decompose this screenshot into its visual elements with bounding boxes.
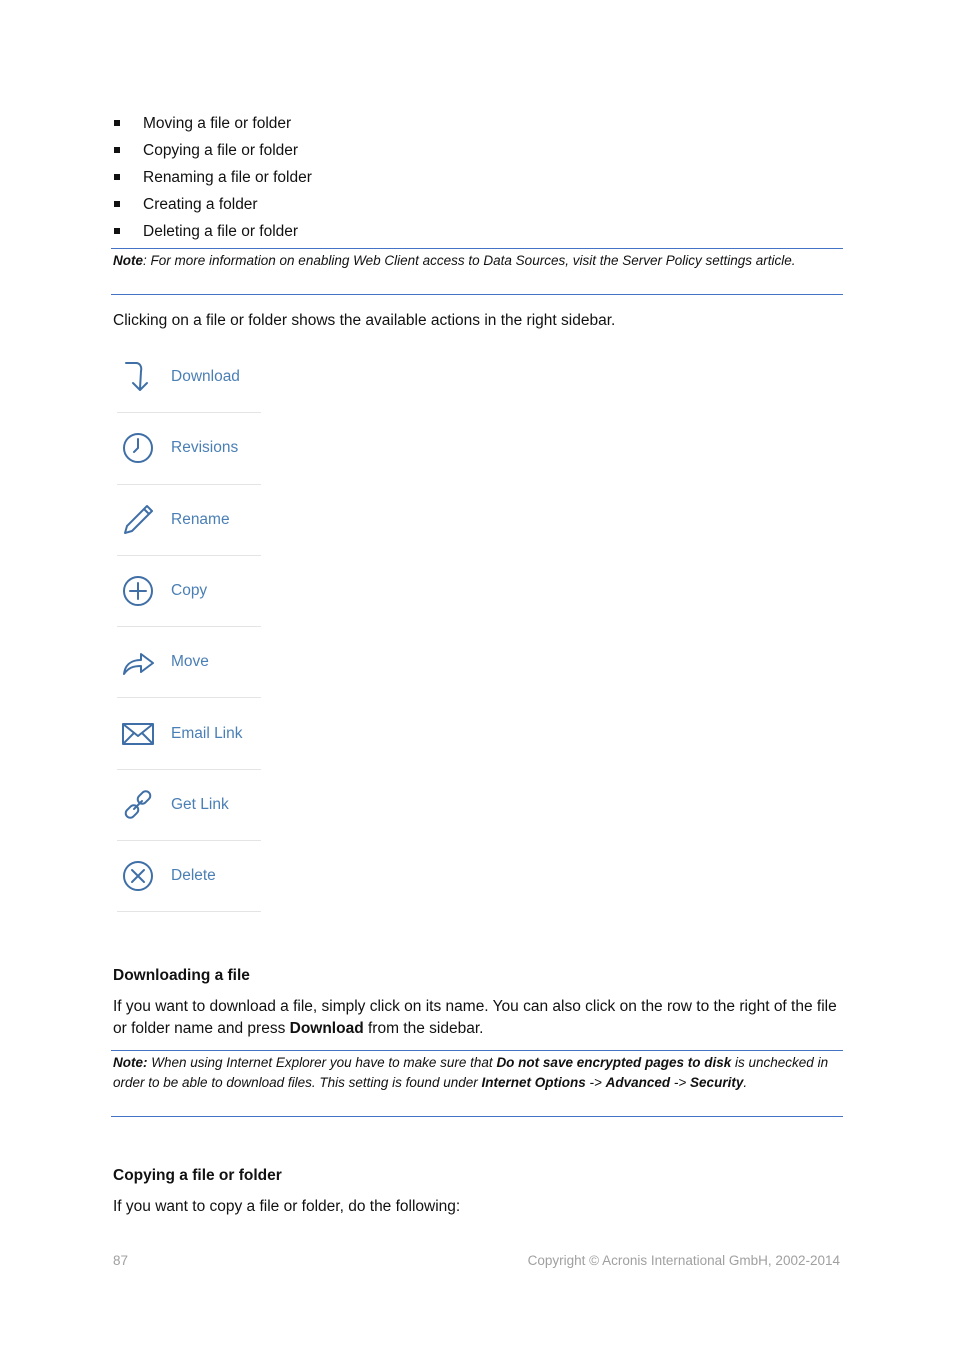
action-email-link[interactable] xyxy=(117,698,261,769)
action-label: Copy xyxy=(171,582,208,600)
action-label: Email Link xyxy=(171,724,243,742)
bullet-square-icon xyxy=(114,174,120,180)
note-text: : For more information on enabling Web Client access to Data Sources, visit the Server Policy settings article. xyxy=(143,253,796,268)
share-arrow-icon xyxy=(118,642,158,682)
action-label: Move xyxy=(171,653,209,671)
x-circle-icon xyxy=(118,856,158,896)
action-label: Rename xyxy=(171,510,230,528)
chain-link-icon xyxy=(118,785,158,825)
action-download[interactable] xyxy=(117,342,261,413)
action-label: Download xyxy=(171,368,240,386)
action-move[interactable] xyxy=(117,627,261,698)
download-arrow-icon xyxy=(118,357,158,397)
note-label: Note: xyxy=(113,1055,148,1070)
action-label: Delete xyxy=(171,867,216,885)
bullet-square-icon xyxy=(114,120,120,126)
action-get-link[interactable] xyxy=(117,770,261,841)
section-heading-downloading: Downloading a file xyxy=(113,967,250,984)
action-delete[interactable] xyxy=(117,841,261,912)
action-rename[interactable] xyxy=(117,485,261,556)
actions-sidebar xyxy=(117,342,261,912)
feature-bullet-list xyxy=(113,113,312,248)
bullet-item: Creating a folder xyxy=(113,194,312,221)
bullet-square-icon xyxy=(114,201,120,207)
action-revisions[interactable] xyxy=(117,413,261,484)
envelope-icon xyxy=(118,714,158,754)
section-heading-copying: Copying a file or folder xyxy=(113,1167,282,1184)
bullet-item: Deleting a file or folder xyxy=(113,221,312,248)
bullet-item: Renaming a file or folder xyxy=(113,167,312,194)
action-label: Get Link xyxy=(171,795,229,813)
note-server-policy xyxy=(111,248,843,295)
clock-icon xyxy=(118,428,158,468)
plus-circle-icon xyxy=(118,571,158,611)
bullet-square-icon xyxy=(114,147,120,153)
copying-paragraph: If you want to copy a file or folder, do the following: xyxy=(113,1198,461,1215)
action-copy[interactable] xyxy=(117,556,261,627)
action-label: Revisions xyxy=(171,439,239,457)
page-number: 87 xyxy=(113,1253,129,1268)
bullet-item: Moving a file or folder xyxy=(113,113,312,140)
note-label: Note xyxy=(113,253,143,268)
bullet-square-icon xyxy=(114,228,120,234)
copyright-notice: Copyright © Acronis International GmbH, 2002-2014 xyxy=(527,1253,840,1268)
downloading-paragraph: If you want to download a file, simply click on its name. You can also click on the row to the right of the file or folder name and press Download from the sidebar. xyxy=(113,998,837,1037)
pencil-icon xyxy=(118,500,158,540)
bullet-item: Copying a file or folder xyxy=(113,140,312,167)
intro-paragraph: Clicking on a file or folder shows the available actions in the right sidebar. xyxy=(113,312,616,329)
note-internet-explorer: Note: When using Internet Explorer you have to make sure that Do not save encrypted pages to disk is unchecked in order to be able to download files. This setting is found under Internet Options -> Advanced -> Security. xyxy=(111,1050,843,1117)
